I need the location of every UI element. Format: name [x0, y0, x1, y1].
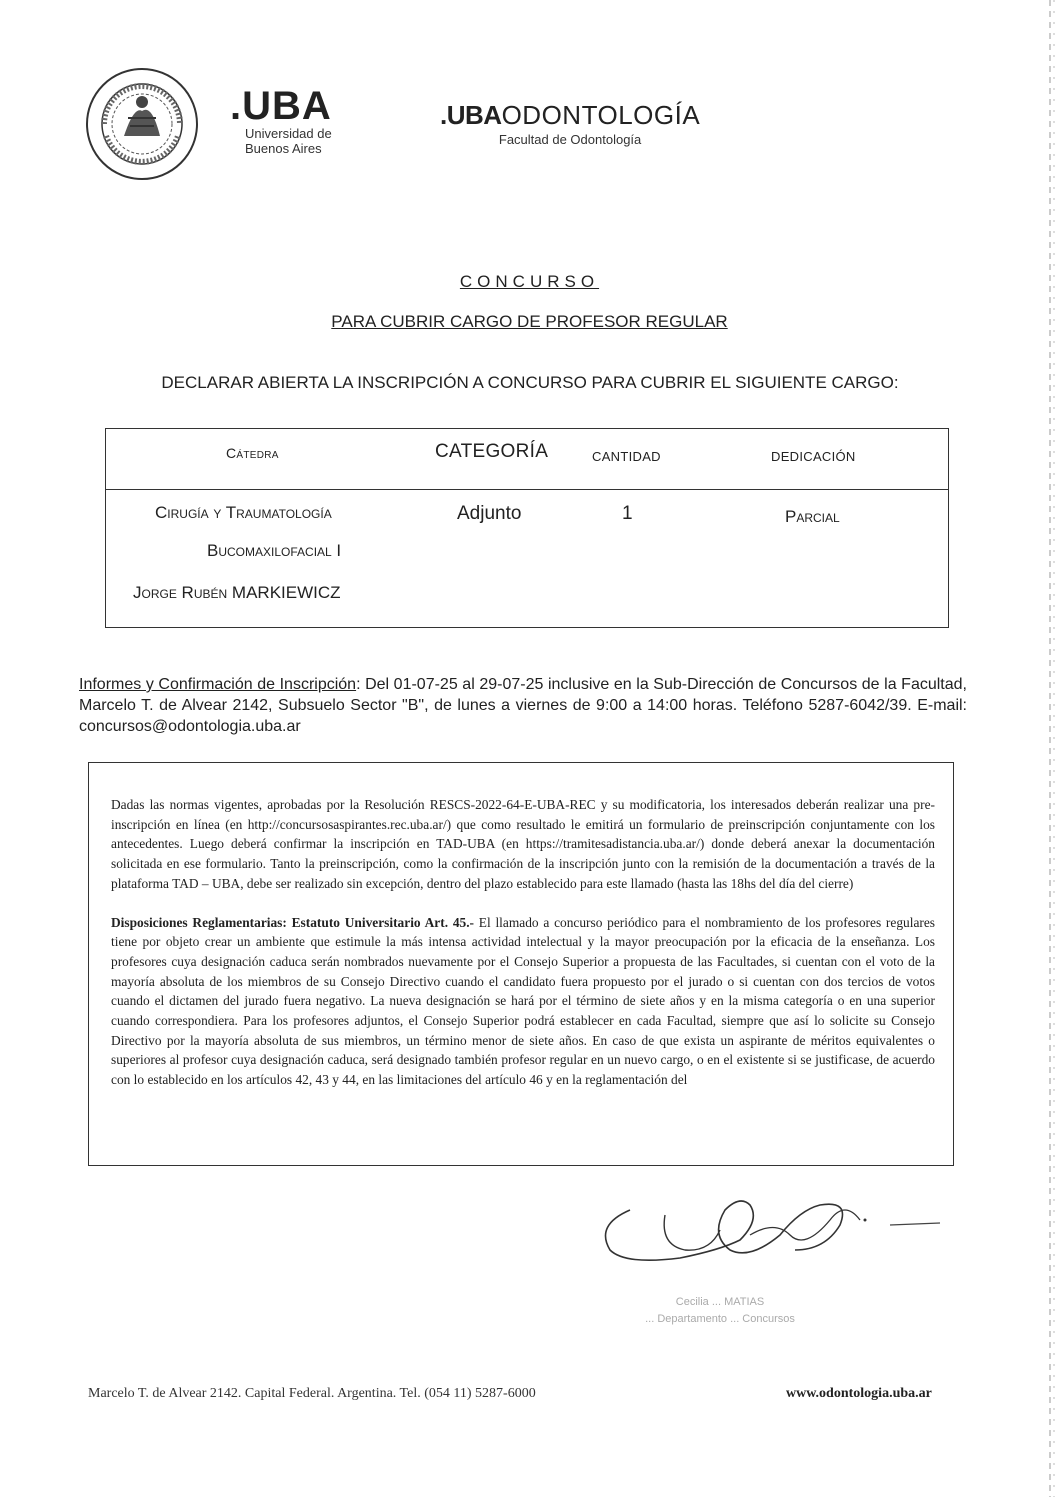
cell-catedra-line1: Cirugía y Traumatología	[155, 503, 332, 522]
faculty-logo-mark-light: ODONTOLOGÍA	[501, 100, 701, 130]
handwritten-signature	[590, 1180, 950, 1270]
declaration-text: DECLARAR ABIERTA LA INSCRIPCIÓN A CONCURSO PARA CUBRIR EL SIGUIENTE CARGO:	[161, 373, 899, 392]
uba-logo-subtitle	[245, 126, 332, 156]
footer-address: Marcelo T. de Alvear 2142. Capital Federal. Argentina. Tel. (054 11) 5287-6000	[88, 1386, 536, 1401]
uba-logo-subtitle-line2: Buenos Aires	[245, 141, 322, 156]
scan-edge-artifact	[1038, 0, 1056, 1497]
faculty-logo	[440, 100, 700, 147]
university-seal	[84, 66, 200, 182]
uba-logo-mark: .UBA	[230, 84, 332, 128]
table-header-row	[106, 429, 948, 490]
uba-logo-subtitle-line1: Universidad de	[245, 126, 332, 141]
informes-text: : Del 01-07-25 al 29-07-25 inclusive en la Sub-Dirección de Concursos de la Facultad, Marcelo T. de Alvear 2142, Subsuelo Sector "B", de lunes a viernes de 9:00 a 14:00 horas. Teléfono 5287-6042/39. E-mail: concursos@odontologia.uba.ar	[79, 676, 967, 735]
faculty-logo-mark	[440, 100, 700, 130]
cell-docente	[133, 583, 341, 603]
header-dedicacion: DEDICACIÓN	[771, 449, 856, 464]
cell-catedra-line2: Bucomaxilofacial I	[207, 541, 342, 560]
cell-dedicacion: Parcial	[785, 507, 840, 526]
docente-first-name: Jorge Rubén	[133, 583, 228, 602]
cell-cantidad: 1	[622, 503, 633, 524]
header-catedra: Cátedra	[226, 445, 279, 461]
signature-caption	[610, 1294, 830, 1328]
signature-caption-line2: ... Departamento ... Concursos	[645, 1313, 795, 1325]
informes-label: Informes y Confirmación de Inscripción	[79, 676, 357, 693]
footer-website: www.odontologia.uba.ar	[786, 1386, 932, 1401]
signature-caption-line1: Cecilia ... MATIAS	[675, 1296, 765, 1308]
uba-logo	[230, 86, 332, 156]
faculty-logo-mark-bold: .UBA	[440, 100, 502, 130]
regulations-heading: Disposiciones Reglamentarias: Estatuto Universitario Art. 45.-	[111, 914, 475, 930]
header-cantidad: CANTIDAD	[592, 449, 661, 464]
document-subtitle: PARA CUBRIR CARGO DE PROFESOR REGULAR	[331, 312, 728, 331]
regulations-box	[88, 762, 954, 1166]
informes-paragraph	[79, 674, 967, 737]
cell-categoria: Adjunto	[457, 503, 522, 524]
header-categoria: CATEGORÍA	[435, 441, 549, 462]
regulations-paragraph-1: Dadas las normas vigentes, aprobadas por la Resolución RESCS-2022-64-E-UBA-REC y su modificatoria, los interesados deberán realizar una pre-inscripción en línea (en http://concursosaspirantes.rec.uba.ar/) que como resultado le emitirá un formulario de preinscripción conjuntamente con los antecedentes. Luego deberá confirmar la inscripción en TAD-UBA (en https://tramitesadistancia.uba.ar/) donde deberá anexar la documentación solicitada en ese formulario. Tanto la preinscripción, como la confirmación de la inscripción junto con la remisión de la documentación a través de la plataforma TAD – UBA, debe ser realizado sin excepción, dentro del plazo establecido para este llamado (hasta las 18hs del día del cierre)	[111, 797, 935, 891]
position-table	[105, 428, 949, 628]
document-title: CONCURSO	[459, 272, 600, 291]
faculty-logo-subtitle: Facultad de Odontología	[498, 132, 642, 147]
docente-last-name: MARKIEWICZ	[231, 583, 341, 602]
regulations-body: El llamado a concurso periódico para el nombramiento de los profesores regulares tiene por objeto crear un ambiente que estimule la más intensa actividad intelectual y la mayor preocupación por la eficacia de la enseñanza. Los profesores cuya designación caduca serán nombrados nuevamente por el Consejo Superior a propuesta de las Facultades, si cuentan con el voto de la mayoría absoluta de los miembros de su Consejo Directivo cuando el candidato fuera propuesto por el jurado o si cuentan con dos tercios de votos cuando el dictamen del jurado fuera negativo. La nueva designación se hará por el término de siete años y en la misma categoría o en una superior cuando correspondiera. Para los profesores adjuntos, el Consejo Superior podrá establecer en cada Facultad, siempre que así lo solicite su Consejo Directivo por la mayoría absoluta de sus miembros, un término menor de siete años. En caso de que exista un aspirante de méritos equivalentes o superiores al profesor cuya designación caduca, será designado también profesor regular en un nuevo cargo, o en el existente si se justificase, de acuerdo con lo establecido en los artículos 42, 43 y 44, en las limitaciones del artículo 46 y en la reglamentación del	[111, 914, 936, 1088]
regulations-paragraph-2	[111, 913, 935, 1090]
